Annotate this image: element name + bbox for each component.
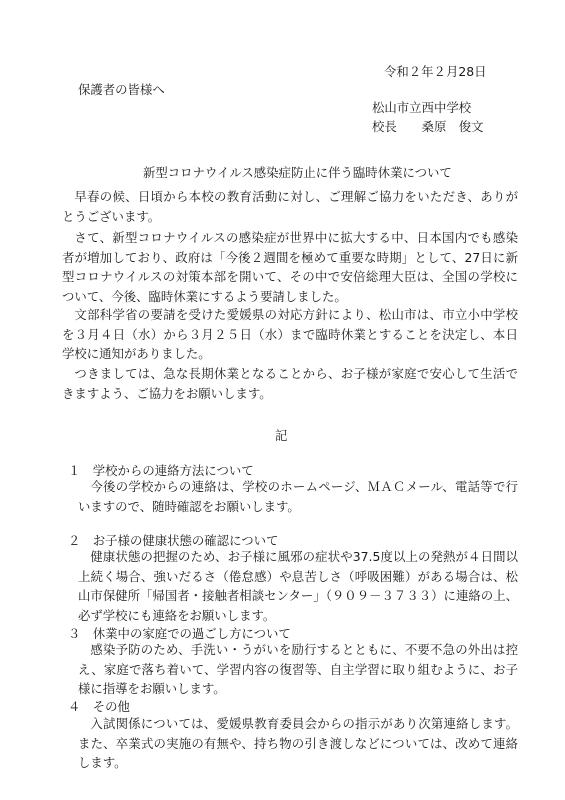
section-2-body: 健康状態の把握のため、お子様に風邪の症状や37.5度以上の発熱が４日間以上続く場合、強いだるさ（倦怠感）や息苦しさ（呼吸困難）がある場合は、松山市保健所「帰国者・接触者相談センター」（９０９－３７３３）に連絡の上、必ず学校にも連絡をお願いします。 <box>78 549 518 623</box>
date: 令和２年２月28日 <box>384 64 487 79</box>
section-3-body: 感染予防のため、手洗い・うがいを励行するとともに、不要不急の外出は控え、家庭で落ち着いて、学習内容の復習等、自主学習に取り組むように、お子様に指導をお願いします。 <box>78 642 518 696</box>
intro-paragraph-4: つきましては、急な長期休業となることから、お子様が家庭で安心して生活できますよう、ご協力をお願いします。 <box>62 366 518 401</box>
section-4-heading: ４ その他 <box>68 699 130 714</box>
school-name: 松山市立西中学校 <box>372 100 472 115</box>
recipient: 保護者の皆様へ <box>78 82 165 97</box>
section-2-heading: ２ お子様の健康状態の確認について <box>68 533 279 548</box>
principal-name: 校長 桑原 俊文 <box>372 119 484 134</box>
intro-paragraph-2: さて、新型コロナウイルスの感染症が世界中に拡大する中、日本国内でも感染者が増加しており、政府は「今後２週間を極めて重要な時期」として、27日に新型コロナウイルスの対策本部を開いて、その中で安倍総理大臣は、全国の学校について、今後、臨時休業にするよう要請しました。 <box>62 230 518 304</box>
intro-paragraph-3: 文部科学省の要請を受けた愛媛県の対応方針により、松山市は、市立小中学校を３月４日（水）から３月２５日（水）まで臨時休業とすることを決定し、本日学校に通知がありました。 <box>62 307 518 361</box>
intro-paragraph-1: 早春の候、日頃から本校の教育活動に対し、ご理解ご協力をいただき、ありがとうございます。 <box>62 189 518 224</box>
section-3-heading: ３ 休業中の家庭での過ごし方について <box>68 626 291 641</box>
section-1-body: 今後の学校からの連絡は、学校のホームページ、ＭＡＣメール、電話等で行いますので、随時確認をお願いします。 <box>78 479 518 514</box>
section-4-body: 入試関係については、愛媛県教育委員会からの指示があり次第連絡します。また、卒業式の実施の有無や、持ち物の引き渡しなどについては、改めて連絡します。 <box>78 716 518 770</box>
section-1-heading: １ 学校からの連絡方法について <box>68 463 254 478</box>
ki-heading: 記 <box>275 428 288 443</box>
document-title: 新型コロナウイルス感染症防止に伴う臨時休業について <box>143 165 452 180</box>
